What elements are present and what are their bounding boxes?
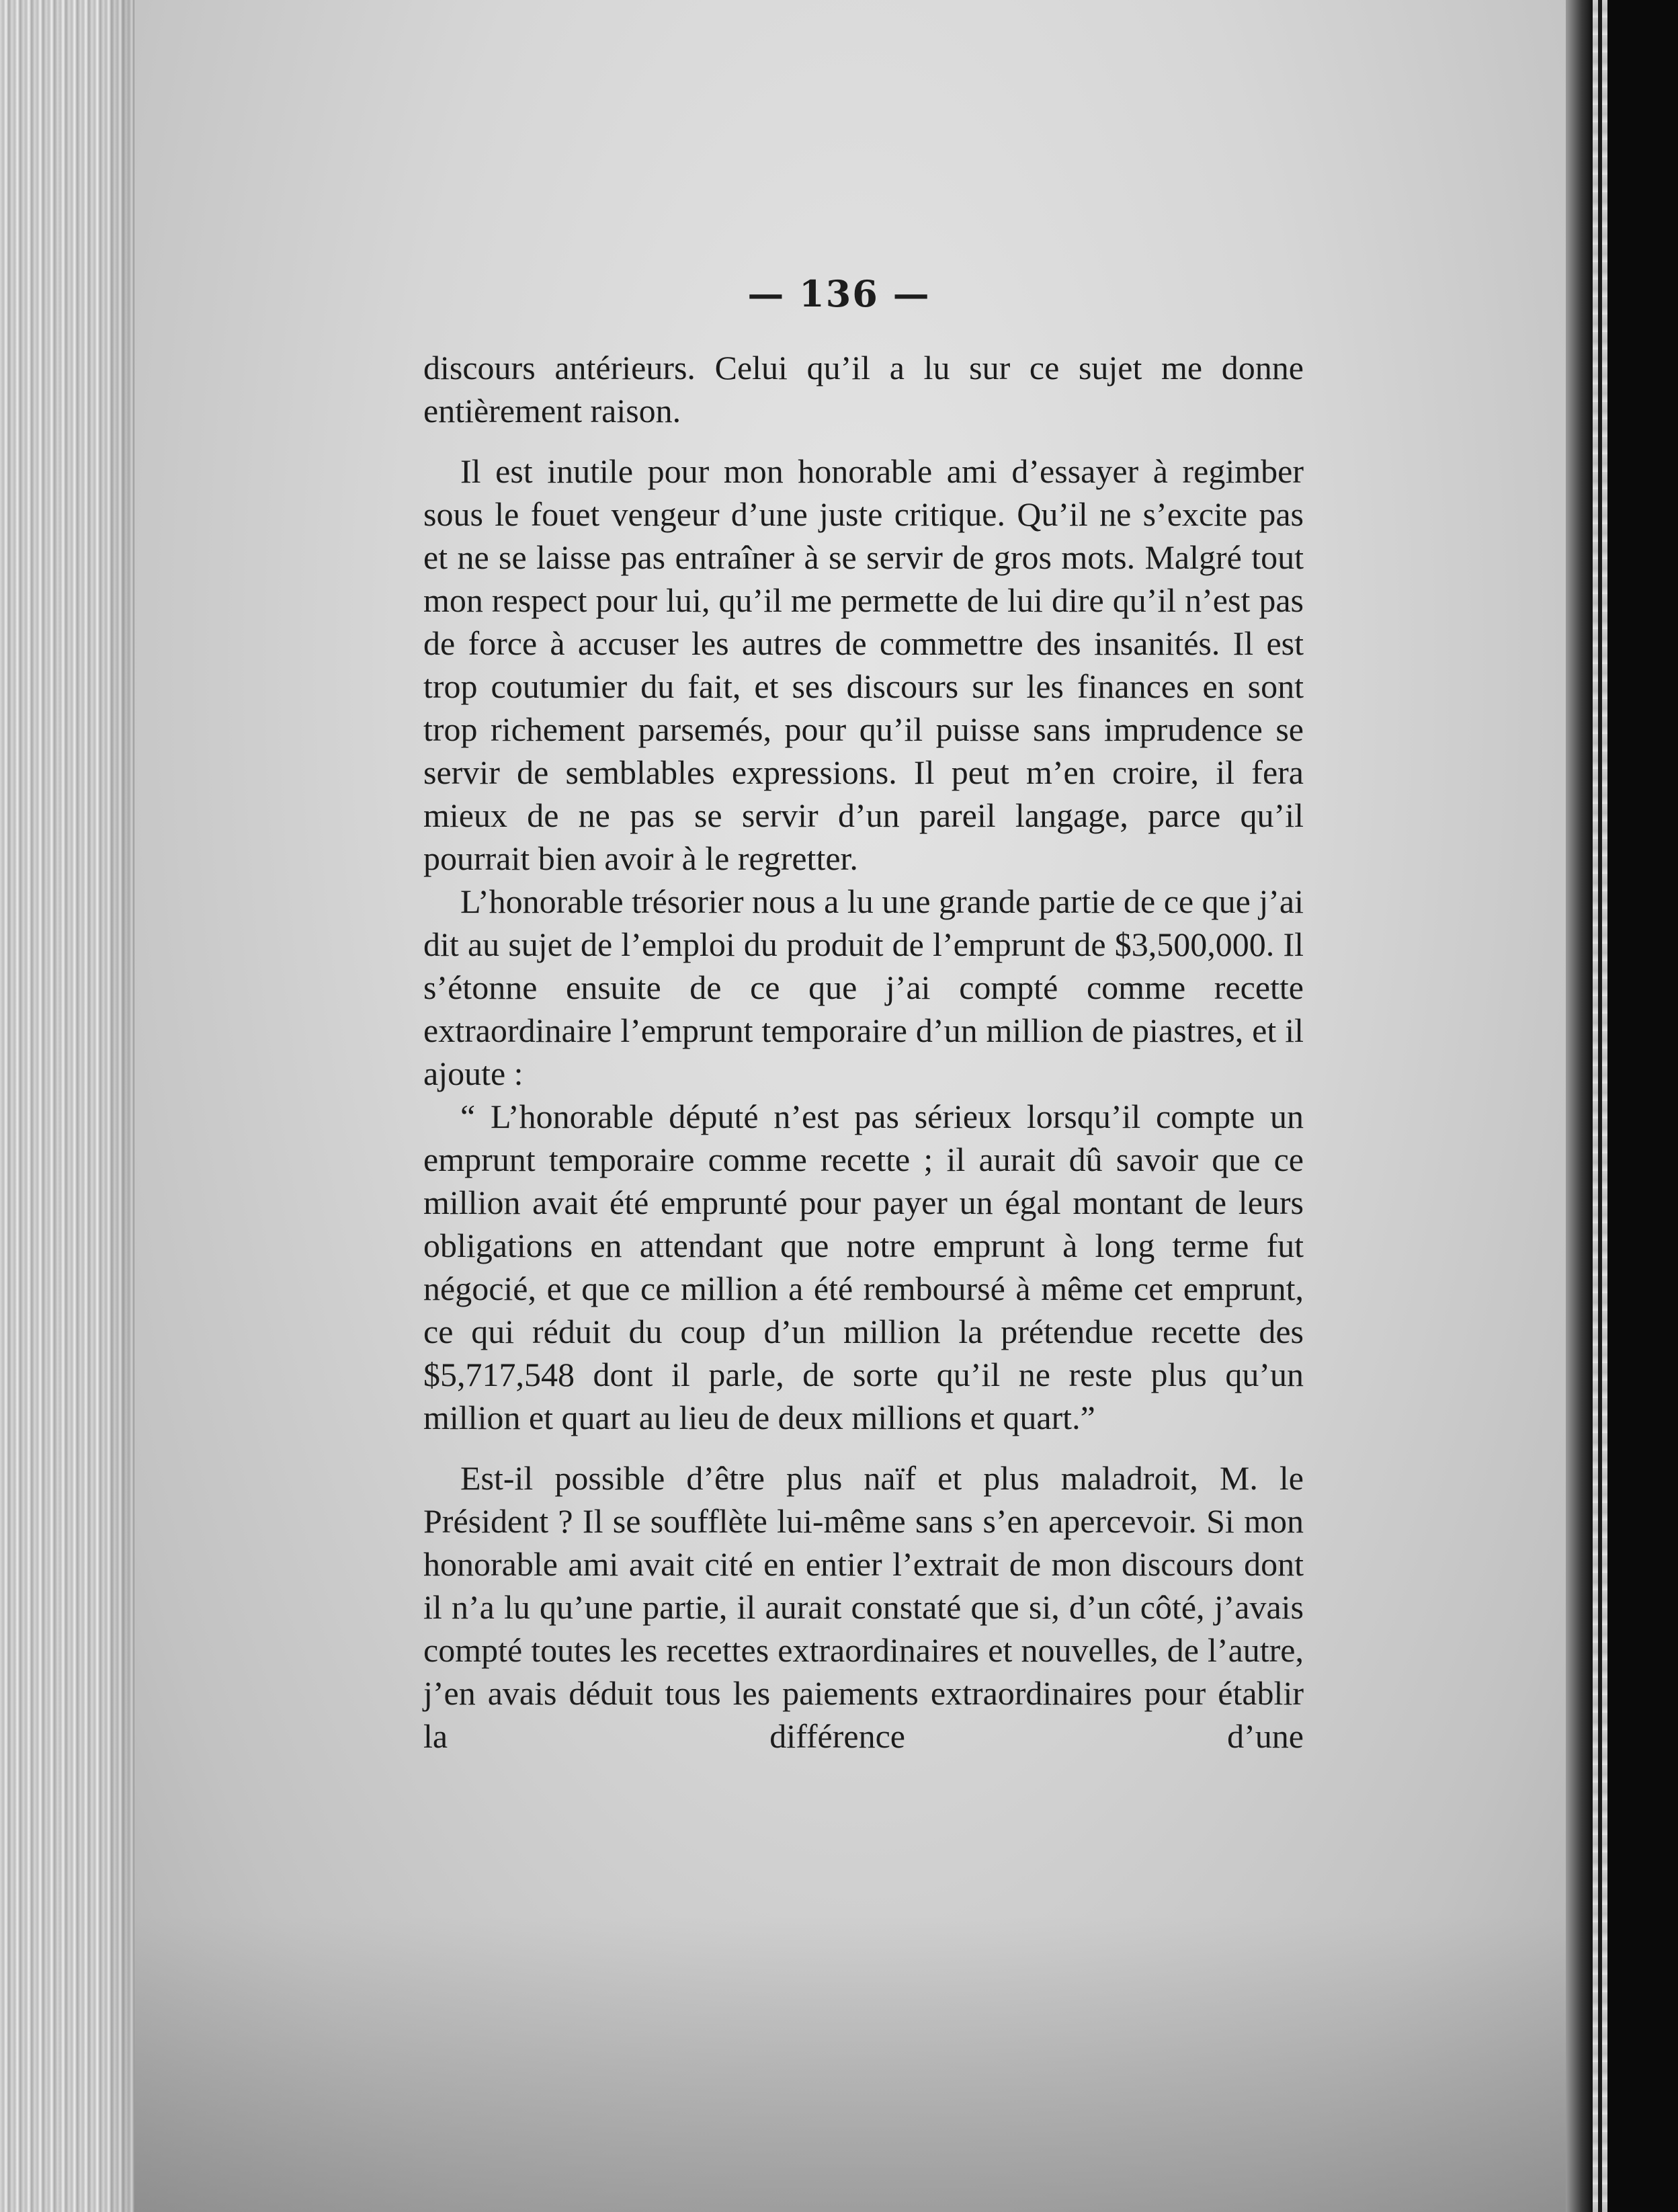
binding-gutter [1566, 0, 1593, 2212]
quoted-paragraph: “ L’honorable député n’est pas sérieux lorsqu’il compte un emprunt temporaire comme recette ; il aurait dû savoir que ce million avait été emprunté pour payer un égal montant de leurs obligations en attendant que notre emprunt à long terme fut négocié, et que ce million a été remboursé à même cet emprunt, ce qui réduit du coup d’un million la prétendue recette des $5,717,548 dont il parle, de sorte qu’il ne reste plus qu’un million et quart au lieu de deux millions et quart.” [423, 1098, 1304, 1436]
right-edge-line [1598, 0, 1602, 2212]
paragraph: L’honorable trésorier nous a lu une grande partie de ce que j’ai dit au sujet de l’emploi du produit de l’emprunt de $3,500,000. Il s’étonne ensuite de ce que j’ai compté comme recette extraordinaire l’emprunt temporaire d’un million de piastres, et il ajoute : [423, 883, 1304, 1092]
body-text [423, 346, 1304, 1758]
paragraph: Il est inutile pour mon honorable ami d’essayer à regimber sous le fouet vengeur d’une juste critique. Qu’il ne s’excite pas et ne se laisse pas entraîner à se servir de gros mots. Malgré tout mon respect pour lui, qu’il me permette de lui dire qu’il n’est pas de force à accuser les autres de commettre des insanités. Il est trop coutumier du fait, et ses discours sur les finances en sont trop richement parsemés, pour qu’il puisse sans imprudence se servir de semblables expressions. Il peut m’en croire, il fera mieux de ne pas se servir d’un pareil langage, parce qu’il pourrait bien avoir à le regretter. [423, 452, 1304, 877]
page-number: — 136 — [747, 272, 931, 315]
page-bottom-shade [134, 1916, 1579, 2212]
paragraph: Est-il possible d’être plus naïf et plus maladroit, M. le Président ? Il se soufflète lui-même sans s’en apercevoir. Si mon honorable ami avait cité en entier l’extrait de mon discours dont il n’a lu qu’une partie, il aurait constaté que si, d’un côté, j’avais compté toutes les recettes extraordinaires et nouvelles, de l’autre, j’en avais déduit tous les paiements extraordinaires pour établir la différence d’une [423, 1459, 1304, 1755]
paragraph-continued: discours antérieurs. Celui qu’il a lu sur ce sujet me donne entièrement raison. [423, 349, 1304, 429]
